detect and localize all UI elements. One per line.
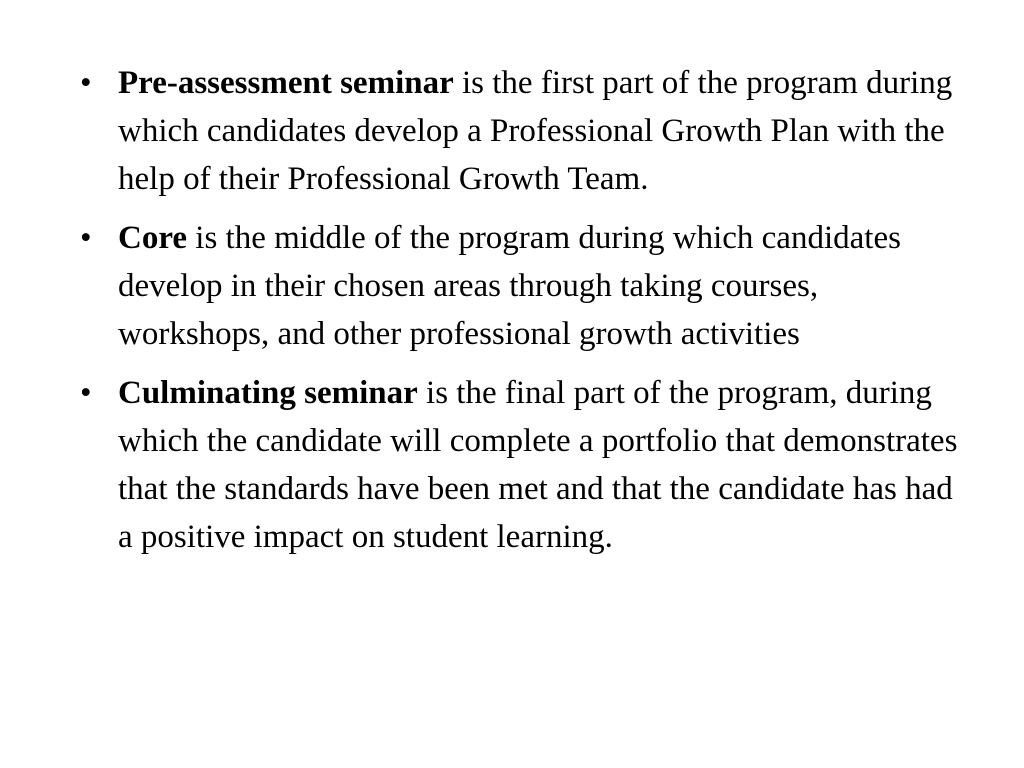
bullet-term: Culminating seminar	[118, 375, 418, 411]
bullet-marker: •	[80, 65, 92, 101]
bullet-item-core	[80, 214, 960, 358]
bullet-item-pre-assessment-seminar	[80, 59, 960, 203]
bullet-term: Core	[118, 220, 188, 256]
bullet-marker: •	[80, 375, 92, 411]
bullet-description: is the first part of the program during which candidates develop a Professional Growth Plan with the help of their Professional Growth Team.	[118, 65, 953, 197]
bullet-term: Pre-assessment seminar	[118, 65, 454, 101]
bullet-list	[80, 59, 960, 572]
bullet-marker: •	[80, 220, 92, 256]
bullet-description: is the final part of the program, during which the candidate will complete a portfolio that demonstrates that the standards have been met and that the candidate has had a positive impact on student learning.	[118, 375, 958, 555]
bullet-description: is the middle of the program during which candidates develop in their chosen areas through taking courses, workshops, and other professional growth activities	[118, 220, 901, 352]
bullet-item-culminating-seminar	[80, 369, 960, 561]
